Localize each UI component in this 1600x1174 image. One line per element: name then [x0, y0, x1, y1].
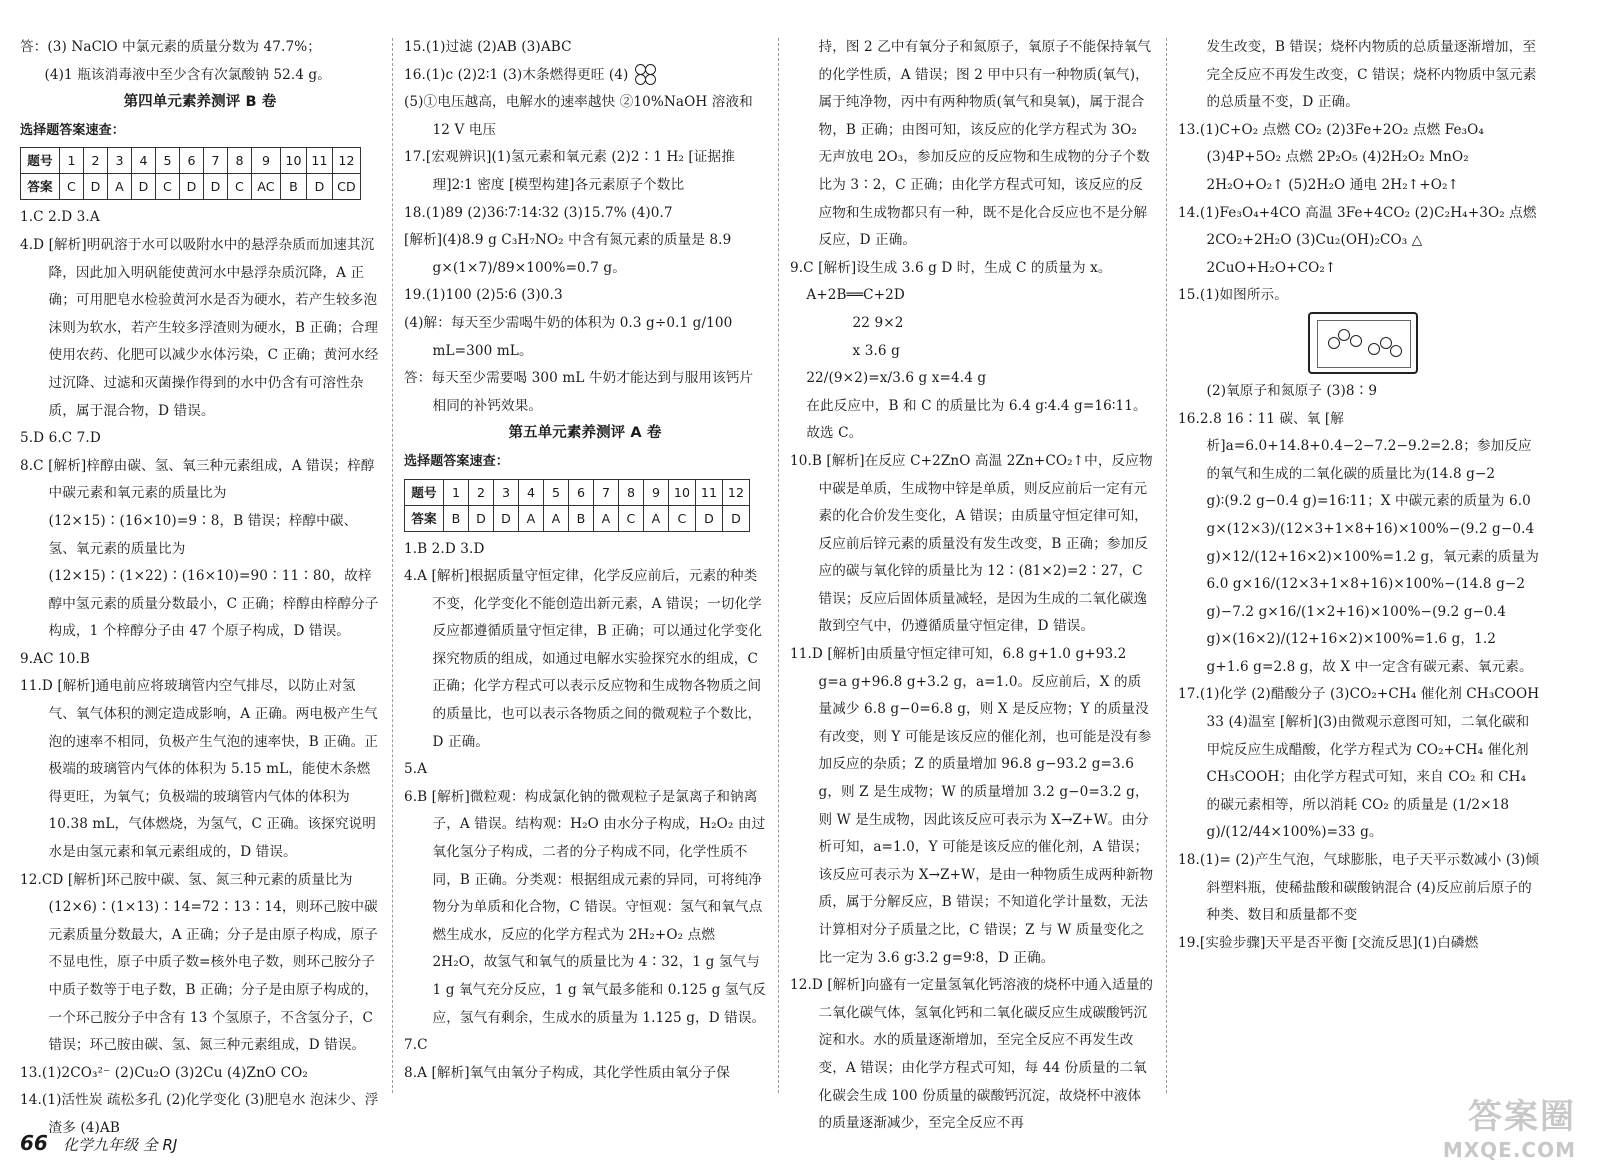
text-line: (4)解：每天至少需喝牛奶的体积为 0.3 g÷0.1 g/100 mL=300 mL。 — [404, 314, 733, 359]
atom-circle-icon — [645, 74, 656, 85]
table-cell: 2 — [84, 148, 108, 174]
figure-frame — [1317, 320, 1411, 368]
table-cell: 7 — [594, 479, 619, 505]
table-cell: A — [594, 505, 619, 531]
text-line: 8.A [解析]氧气由氧分子构成，其化学性质由氧分子保 — [404, 1064, 730, 1081]
text-line: 1.B 2.D 3.D — [404, 540, 485, 557]
text-line: 17.[宏观辨识](1)氢元素和氧元素 (2)2∶1 H₂ [证据推理]2∶1 密度 [模型构建]各元素原子个数比 — [404, 149, 735, 193]
text-line: 5.D 6.C 7.D — [20, 430, 101, 447]
column-4 — [1178, 34, 1540, 1094]
table-cell: C — [669, 505, 696, 531]
text-line: 5.A — [404, 761, 428, 778]
table-cell: 11 — [307, 148, 333, 174]
table-cell: D — [204, 174, 228, 200]
table-cell: 9 — [644, 479, 669, 505]
table-header: 题号 — [21, 148, 60, 174]
text-line: 18.(1)= (2)产生气泡，气球膨胀，电子天平示数减小 (3)倾斜塑料瓶，使稀盐酸和碳酸钠混合 (4)反应前后原子的种类、数目和质量都不变 — [1178, 852, 1540, 924]
text-line: 9.AC 10.B — [20, 650, 91, 667]
table-cell: 12 — [723, 479, 750, 505]
table-cell: D — [84, 174, 108, 200]
table-header: 题号 — [405, 479, 444, 505]
table-cell: 8 — [228, 148, 252, 174]
text-line: 6.B [解析]微粒观：构成氯化钠的微观粒子是氯离子和钠离子，A 错误。结构观：H₂O 由水分子构成，H₂O₂ 由过氧化氢分子构成，二者的分子构成不同，化学性质不同，B 正确。分类观：根据组成元素的异同，可将纯净物分为单质和化合物，C 错误。守恒观：氢气和氧气点燃生成水，反应的化学方程式为 2H₂+O₂ 点燃 2H₂O，故氢气和氧气的质量比为 4∶32，1 g 氢气与 1 g 氧气充分反应，1 g 氧气最多能和 0.125 g 氢气反应，氢气有剩余，生成水的质量为 1.125 g，D 错误。 — [404, 788, 766, 1026]
text-line: 15.(1)如图所示。 — [1178, 287, 1288, 304]
table-cell: 4 — [519, 479, 544, 505]
table-cell: 12 — [333, 148, 361, 174]
text-fragment: 16.(1)c (2)2∶1 (3)木条燃得更旺 (4) — [404, 66, 629, 83]
table-cell: AC — [252, 174, 281, 200]
table-cell: D — [494, 505, 519, 531]
table-cell: 6 — [569, 479, 594, 505]
table-cell: B — [281, 174, 307, 200]
equation-line: x 3.6 g — [852, 342, 900, 359]
table-cell: D — [180, 174, 204, 200]
text-line: 7.C — [404, 1037, 428, 1054]
table-cell: 5 — [156, 148, 180, 174]
table-cell: 9 — [252, 148, 281, 174]
table-row — [21, 148, 361, 174]
text-line: 8.C [解析]梓醇由碳、氢、氧三种元素组成，A 错误；梓醇中碳元素和氧元素的质量比为(12×15)∶(16×10)=9∶8，B 错误；梓醇中碳、氢、氧元素的质量比为(12×15)∶(1×22)∶(16×10)=90∶11∶80，故梓醇中氢元素的质量分数最小，C 正确；梓醇由梓醇分子构成，1 个梓醇分子由 47 个原子构成，D 错误。 — [20, 457, 379, 640]
table-cell: 3 — [108, 148, 132, 174]
table-cell: A — [544, 505, 569, 531]
section-title: 第四单元素养测评 B 卷 — [123, 94, 277, 111]
table-row — [21, 174, 361, 200]
table-cell: B — [444, 505, 469, 531]
text-line: 13.(1)2CO₃²⁻ (2)Cu₂O (3)2Cu (4)ZnO CO₂ — [20, 1064, 308, 1081]
molecule-figure — [1308, 312, 1418, 374]
answer-table-4b — [20, 147, 361, 200]
text-line: 答：(3) NaClO 中氯元素的质量分数为 47.7%； — [20, 39, 321, 55]
text-line: (2)氧原子和氮原子 (3)8∶9 — [1206, 382, 1378, 399]
text-line: 12.D [解析]向盛有一定量氢氧化钙溶液的烧杯中通入适量的二氧化碳气体，氢氧化钙和二氧化碳反应生成碳酸钙沉淀和水。水的质量逐渐增加，至完全反应不再发生改变，A 错误；由化学方程式可知，每 44 份质量的二氧化碳会生成 100 份质量的碳酸钙沉淀，故烧杯中液体的质量逐渐减少，至完全反应不再 — [790, 977, 1154, 1132]
text-line: 19.(1)100 (2)5∶6 (3)0.3 — [404, 287, 563, 304]
text-line: 13.(1)C+O₂ 点燃 CO₂ (2)3Fe+2O₂ 点燃 Fe₃O₄ (3)4P+5O₂ 点燃 2P₂O₅ (4)2H₂O₂ MnO₂ 2H₂O+O₂↑ (5)2H₂O 通电 2H₂↑+O₂↑ — [1178, 121, 1484, 193]
table-cell: A — [519, 505, 544, 531]
text-line: 9.C [解析]设生成 3.6 g D 时，生成 C 的质量为 x。 — [790, 259, 1112, 276]
atom-circle-icon — [1328, 337, 1340, 349]
text-line: 17.(1)化学 (2)醋酸分子 (3)CO₂+CH₄ 催化剂 CH₃COOH 33 (4)温室 [解析](3)由微观示意图可知，二氧化碳和甲烷反应生成醋酸，化学方程式为 CO₂+CH₄ 催化剂 CH₃COOH；由化学方程式可知，来自 CO₂ 和 CH₄ 的碳元素相等，所以消耗 CO₂ 的质量是 (1/2×18 g)/(12/44×100%)=33 g。 — [1178, 686, 1540, 841]
atom-circle-icon — [1350, 335, 1362, 347]
table-cell: B — [569, 505, 594, 531]
equation-line: 22 9×2 — [852, 314, 904, 331]
molecule-icon — [633, 64, 659, 86]
table-cell: A — [108, 174, 132, 200]
text-line: 答：每天至少需要喝 300 mL 牛奶才能达到与服用该钙片相同的补钙效果。 — [404, 370, 754, 414]
section-subtitle: 选择题答案速查： — [20, 122, 125, 138]
column-divider — [392, 38, 393, 1093]
column-3 — [790, 34, 1154, 1132]
table-cell: D — [469, 505, 494, 531]
table-cell: 6 — [180, 148, 204, 174]
text-line: 4.A [解析]根据质量守恒定律，化学反应前后，元素的种类不变，化学变化不能创造出新元素，A 错误；一切化学反应都遵循质量守恒定律，B 正确；可以通过化学变化探究物质的组成，如通过电解水实验探究水的组成，C 正确；化学方程式可以表示反应物和生成物各物质之间的质量比，也可以表示各物质之间的微观粒子个数比，D 正确。 — [404, 568, 763, 750]
table-cell: D — [723, 505, 750, 531]
answer-table-5a — [404, 479, 750, 532]
table-cell: A — [644, 505, 669, 531]
watermark-logo: 答案圈 — [1468, 1097, 1576, 1137]
column-divider — [778, 38, 779, 1093]
text-line: 12.CD [解析]环己胺中碳、氢、氮三种元素的质量比为(12×6)∶(1×13)∶14=72∶13∶14，则环己胺中碳元素质量分数最大，A 正确；分子是由原子构成，原子不显电性，原子中质子数=核外电子数，则环己胺分子中质子数等于电子数，B 正确；分子是由原子构成的，一个环己胺分子中含有 13 个氢原子，不含氢分子，C 错误；环己胺由碳、氢、氮三种元素组成，D 错误。 — [20, 871, 379, 1054]
text-line: 14.(1)Fe₃O₄+4CO 高温 3Fe+4CO₂ (2)C₂H₄+3O₂ 点燃 2CO₂+2H₂O (3)Cu₂(OH)₂CO₃ △ 2CuO+H₂O+CO₂↑ — [1178, 204, 1537, 276]
table-cell: 4 — [132, 148, 156, 174]
table-cell: D — [132, 174, 156, 200]
text-line: (5)①电压越高，电解水的速率越快 ②10%NaOH 溶液和 12 V 电压 — [404, 94, 753, 138]
text-line: 11.D [解析]由质量守恒定律可知，6.8 g+1.0 g+93.2 g=a g+96.8 g+3.2 g，a=1.0。反应前后，X 的质量减少 6.8 g−0=6.8 g，则 X 是反应物；Y 的质量没有改变，则 Y 可能是该反应的催化剂，也可能是没有参加反应的杂质；Z 的质量增加 96.8 g−93.2 g=3.6 g，则 Z 是生成物；W 的质量增加 3.2 g−0=3.2 g，则 W 是生成物，因此该反应可表示为 X→Z+W。由分析可知，a=1.0，Y 可能是该反应的催化剂，A 错误；该反应可表示为 X→Z+W，是由一种物质生成两种新物质，属于分解反应，B 错误；不知道化学计量数，无法计算相对分子质量之比，C 错误；Z 与 W 质量变化之比一定为 3.6 g∶3.2 g=9∶8，D 正确。 — [790, 646, 1154, 966]
table-cell: 11 — [696, 479, 723, 505]
table-cell: C — [228, 174, 252, 200]
text-line: 11.D [解析]通电前应将玻璃管内空气排尽，以防止对氢气、氧气体积的测定造成影响，A 正确。两电极产生气泡的速率不相同，负极产生气泡的速率快，B 正确。正极端的玻璃管内气体的体积为 5.15 mL，能使木条燃得更旺，为氧气；负极端的玻璃管内气体的体积为 10.38 mL，气体燃烧，为氢气，C 正确。该探究说明水是由氢元素和氧元素组成的，D 错误。 — [20, 678, 379, 861]
text-line: 在此反应中，B 和 C 的质量比为 6.4 g∶4.4 g=16∶11。故选 C。 — [806, 397, 1147, 442]
table-cell: C — [156, 174, 180, 200]
table-cell: 1 — [60, 148, 84, 174]
table-cell: 5 — [544, 479, 569, 505]
table-header: 答案 — [21, 174, 60, 200]
table-cell: 10 — [669, 479, 696, 505]
table-cell: CD — [333, 174, 361, 200]
text-line: 14.(1)活性炭 疏松多孔 (2)化学变化 (3)肥皂水 泡沫少、浮渣多 (4)AB — [20, 1092, 379, 1136]
atom-circle-icon — [1390, 345, 1402, 357]
text-line: 发生改变，B 错误；烧杯内物质的总质量逐渐增加，至完全反应不再发生改变，C 错误；烧杯内物质中氢元素的总质量不变，D 正确。 — [1206, 39, 1537, 111]
table-cell: D — [696, 505, 723, 531]
table-cell: C — [619, 505, 644, 531]
text-line: 10.B [解析]在反应 C+2ZnO 高温 2Zn+CO₂↑中，反应物中碳是单质，生成物中锌是单质，则反应前后一定有元素的化合价发生变化，A 错误；由质量守恒定律可知，反应前后锌元素的质量没有发生改变，B 正确；参加反应的碳与氧化锌的质量比为 12∶(81×2)=2∶27，C 错误；反应后固体质量减轻，是因为生成的二氧化碳逸散到空气中，仍遵循质量守恒定律，D 错误。 — [790, 452, 1153, 635]
text-line: 16.2.8 16∶11 碳、氧 [解析]a=6.0+14.8+0.4−2−7.2−9.2=2.8；参加反应的氧气和生成的二氧化碳的质量比为(14.8 g−2 g)∶(9.2 g−0.4 g)=16∶11；X 中碳元素的质量为 6.0 g×(12×3)/(12×3+1×8+16)×100%−(9.2 g−0.4 g)×12/(12+16×2)×100%=1.2 g，氧元素的质量为 6.0 g×16/(12×3+1×8+16)×100%−(14.8 g−2 g)−7.2 g×16/(1×2+16)×100%−(9.2 g−0.4 g)×(16×2)/(12+16×2)×100%=1.6 g，1.2 g+1.6 g=2.8 g，故 X 中一定含有碳元素、氧元素。 — [1178, 410, 1539, 675]
table-row — [405, 505, 750, 531]
text-line: [解析](4)8.9 g C₃H₇NO₂ 中含有氮元素的质量是 8.9 g×(1×7)/89×100%=0.7 g。 — [404, 232, 732, 276]
equation-line: A+2B══C+2D — [806, 287, 905, 304]
text-line: 15.(1)过滤 (2)AB (3)ABC — [404, 39, 572, 55]
section-subtitle: 选择题答案速查： — [404, 453, 509, 469]
table-cell: 2 — [469, 479, 494, 505]
column-divider — [1166, 38, 1167, 1093]
table-row — [405, 479, 750, 505]
text-line: 1.C 2.D 3.A — [20, 209, 100, 226]
section-title: 第五单元素养测评 A 卷 — [508, 425, 662, 442]
page-number: 66 — [20, 1131, 48, 1155]
text-line: 4.D [解析]明矾溶于水可以吸附水中的悬浮杂质而加速其沉降，因此加入明矾能使黄河水中悬浮杂质沉降，A 正确；可用肥皂水检验黄河水是否为硬水，若产生较多泡沫则为软水，若产生较多浮渣则为硬水，B 正确；合理使用农药、化肥可以减少水体污染，C 正确；黄河水经过沉降、过滤和灭菌操作得到的水中仍含有可溶性杂质，属于混合物，D 错误。 — [20, 236, 379, 419]
table-cell: 8 — [619, 479, 644, 505]
table-cell: 3 — [494, 479, 519, 505]
table-cell: D — [307, 174, 333, 200]
watermark — [1443, 1089, 1576, 1162]
table-header: 答案 — [405, 505, 444, 531]
page-footer — [20, 1131, 177, 1161]
atom-circle-icon — [1368, 343, 1380, 355]
table-cell: 7 — [204, 148, 228, 174]
text-line: 持，图 2 乙中有氧分子和氮原子，氧原子不能保持氧气的化学性质，A 错误；图 2 甲中只有一种物质(氧气)，属于纯净物，丙中有两种物质(氧气和臭氧)，属于混合物，B 正确；由图可知，该反应的化学方程式为 3O₂ 无声放电 2O₃，参加反应的反应物和生成物的分子个数比为 3∶2，C 正确；由化学方程式可知，该反应的反应物和生成物都只有一种，既不是化合反应也不是分解反应，D 正确。 — [818, 39, 1152, 249]
table-cell: C — [60, 174, 84, 200]
text-line: 19.[实验步骤]天平是否平衡 [交流反思](1)白磷燃 — [1178, 934, 1479, 951]
column-2 — [404, 34, 766, 1094]
watermark-url: MXQE.COM — [1442, 1138, 1576, 1162]
table-cell: 1 — [444, 479, 469, 505]
table-cell: 10 — [281, 148, 307, 174]
text-line: (4)1 瓶该消毒液中至少含有次氯酸钠 52.4 g。 — [44, 66, 331, 83]
equation-line: 22/(9×2)=x/3.6 g x=4.4 g — [806, 370, 987, 387]
text-line: 18.(1)89 (2)36∶7∶14∶32 (3)15.7% (4)0.7 — [404, 204, 673, 221]
footer-subject: 化学九年级 全 RJ — [62, 1136, 178, 1154]
atom-circle-icon — [1338, 329, 1350, 341]
text-line — [404, 62, 766, 90]
column-1 — [20, 34, 380, 1136]
